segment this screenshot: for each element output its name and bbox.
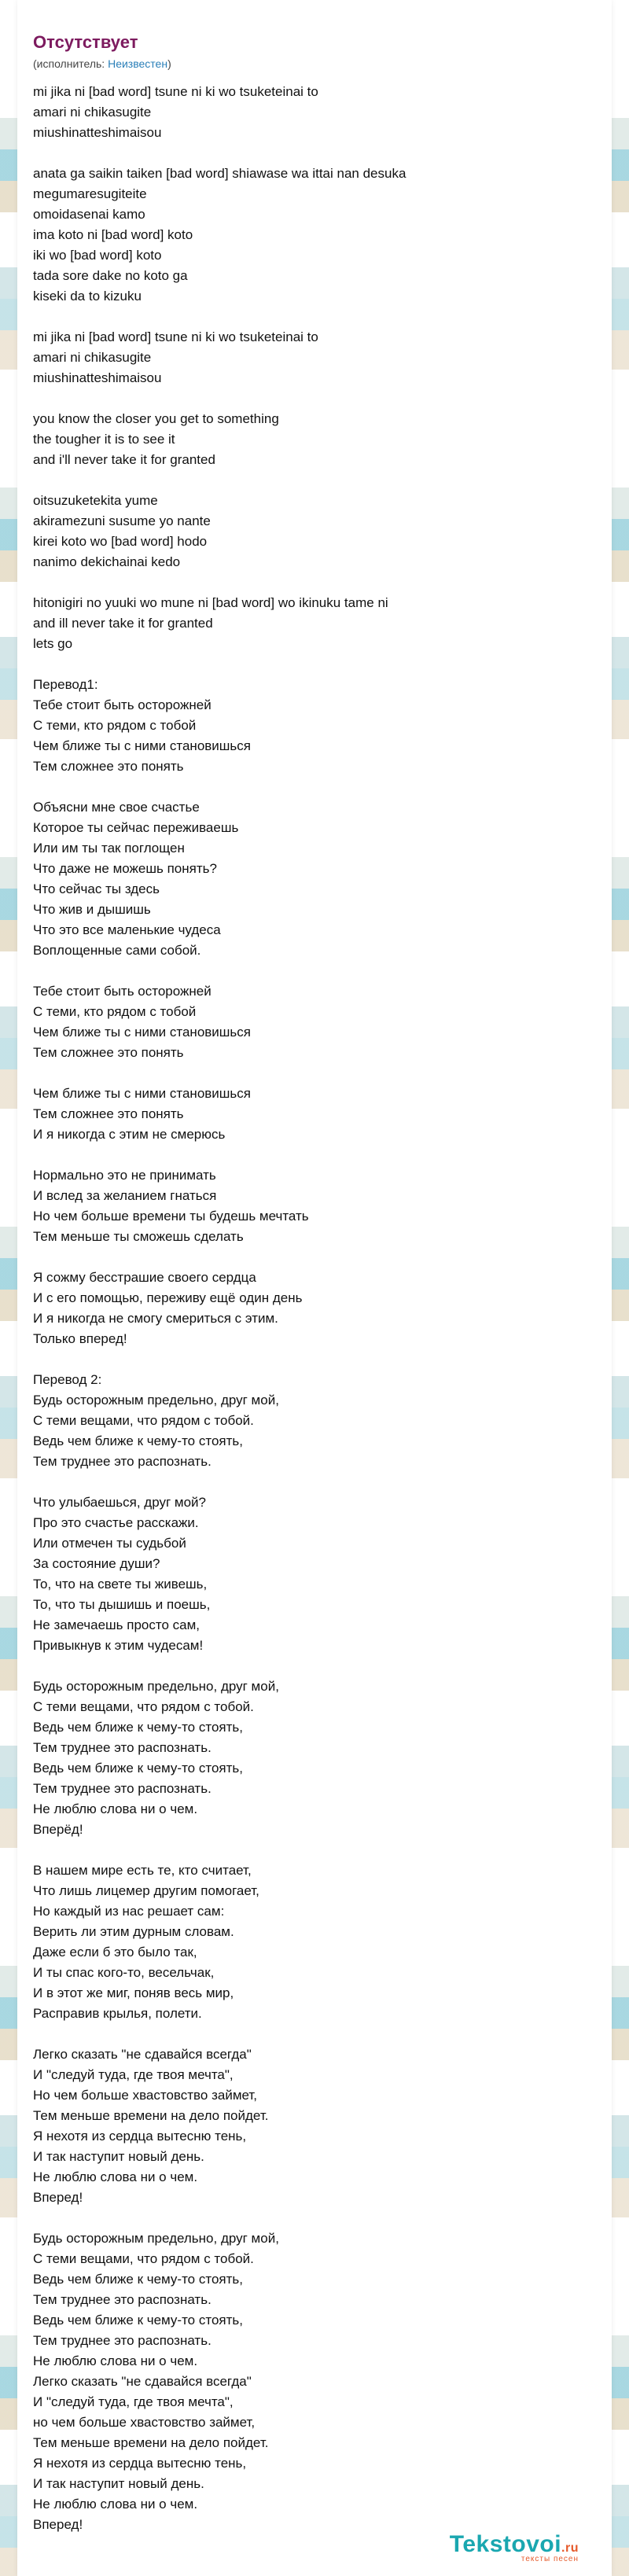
logo-name: Tekstovoi	[449, 2531, 562, 2557]
logo-tagline: тексты песен	[520, 2555, 579, 2563]
artist-suffix: )	[167, 57, 171, 70]
artist-line	[33, 57, 596, 71]
logo-wordmark	[450, 2531, 579, 2558]
lyrics-card	[17, 0, 612, 2576]
site-logo[interactable]	[450, 2531, 579, 2563]
artist-link[interactable]: Неизвестен	[108, 57, 168, 70]
content	[17, 0, 612, 2535]
song-title: Отсутствует	[33, 32, 138, 52]
logo-tld: .ru	[561, 2541, 579, 2555]
lyrics-text: mi jika ni [bad word] tsune ni ki wo tsuketeinai to amari ni chikasugite miushinatteshimaisou anata ga saikin taiken [bad word] shiawase wa ittai nan desuka megumaresugiteite omoidasenai kamo ima koto ni [bad word] koto iki wo [bad word] koto tada sore dake no koto ga kiseki da to kizuku mi jika ni [bad word] tsune ni ki wo tsuketeinai to amari ni chikasugite miushinatteshimaisou you know the closer you get to something the tougher it is to see it and i'll never take it for granted oitsuzuketekita yume akiramezuni susume yo nante kirei koto wo [bad word] hodo nanimo dekichainai kedo hitonigiri no yuuki wo mune ni [bad word] wo ikinuku tame ni and ill never take it for granted lets go Перевод1: Тебе стоит быть осторожней С теми, кто рядом с тобой Чем ближе ты с ними становишься Тем сложнее это понять Объясни мне свое счастье Которое ты сейчас переживаешь Или им ты так поглощен Что даже не можешь понять? Что сейчас ты здесь Что жив и дышишь Что это все маленькие чудеса Воплощенные сами собой. Тебе стоит быть осторожней С теми, кто рядом с тобой Чем ближе ты с ними становишься Тем сложнее это понять Чем ближе ты с ними становишься Тем сложнее это понять И я никогда с этим не смерюсь Нормально это не принимать И вслед за желанием гнаться Но чем больше времени ты будешь мечтать Тем меньше ты сможешь сделать Я сожму бесстрашие своего сердца И с его помощью, переживу ещё один день И я никогда не смогу смериться с этим. Только вперед! Перевод 2: Будь осторожным предельно, друг мой, С теми вещами, что рядом с тобой. Ведь чем ближе к чему-то стоять, Тем труднее это распознать. Что улыбаешься, друг мой? Про это счастье расскажи. Или отмечен ты судьбой За состояние души? То, что на свете ты живешь, То, что ты дышишь и поешь, Не замечаешь просто сам, Привыкнув к этим чудесам! Будь осторожным предельно, друг мой, С теми вещами, что рядом с тобой. Ведь чем ближе к чему-то стоять, Тем труднее это распознать. Ведь чем ближе к чему-то стоять, Тем труднее это распознать. Не люблю слова ни о чем. Вперёд! В нашем мире есть те, кто считает, Что лишь лицемер другим помогает, Но каждый из нас решает сам: Верить ли этим дурным словам. Даже если б это было так, И ты спас кого-то, весельчак, И в этот же миг, поняв весь мир, Расправив крылья, полети. Легко сказать "не сдавайся всегда" И "следуй туда, где твоя мечта", Но чем больше хвастовство займет, Тем меньше времени на дело пойдет. Я нехотя из сердца вытесню тень, И так наступит новый день. Не люблю слова ни о чем. Вперед! Будь осторожным предельно, друг мой, С теми вещами, что рядом с тобой. Ведь чем ближе к чему-то стоять, Тем труднее это распознать. Ведь чем ближе к чему-то стоять, Тем труднее это распознать. Не люблю слова ни о чем. Легко сказать "не сдавайся всегда" И "следуй туда, где твоя мечта", но чем больше хвастовство займет, Тем меньше времени на дело пойдет. Я нехотя из сердца вытесню тень, И так наступит новый день. Не люблю слова ни о чем. Вперед!	[33, 84, 406, 2532]
artist-prefix: (исполнитель:	[33, 57, 109, 70]
